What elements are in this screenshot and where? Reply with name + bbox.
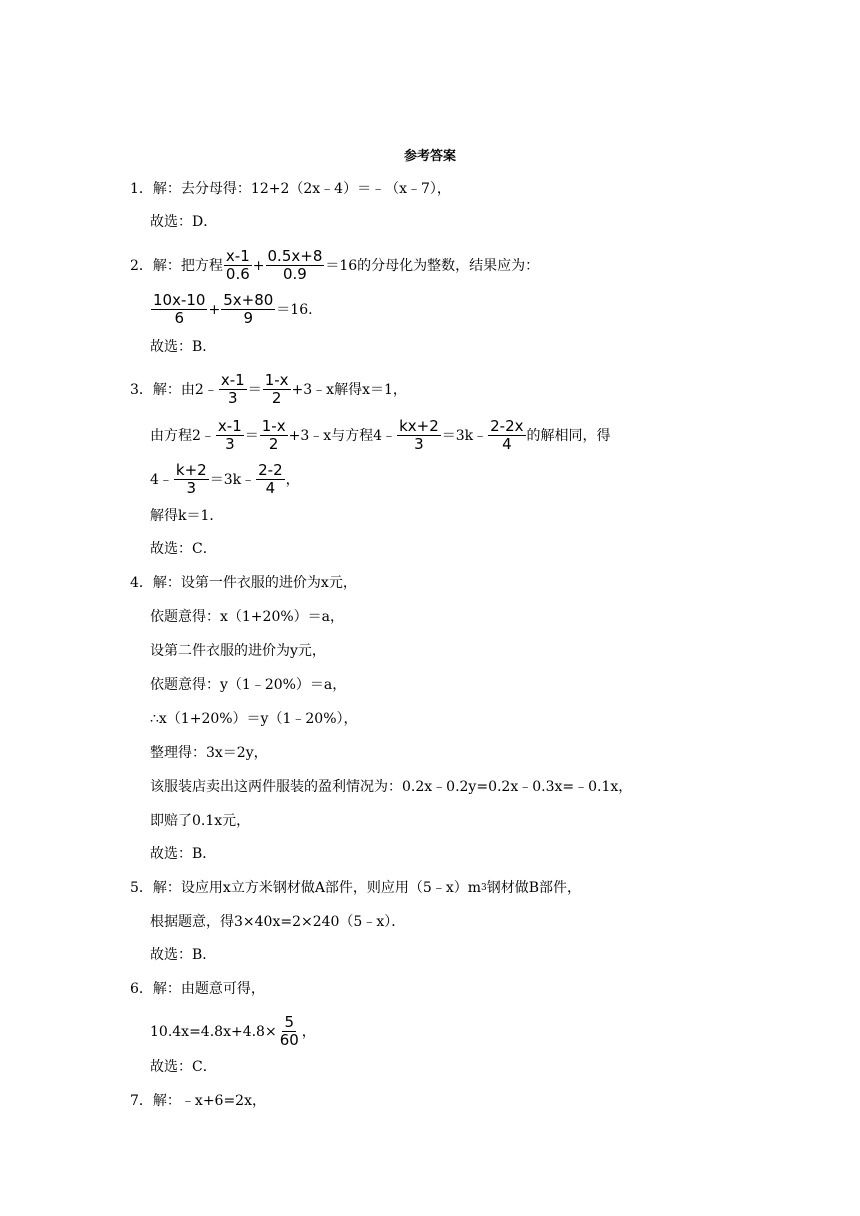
q4-line8: 即赔了0.1x元，	[150, 813, 251, 829]
q4-line1: 4． 解：设第一件衣服的进价为x元，	[130, 575, 357, 591]
fraction: $\frac{5}{60}$	[279, 1013, 299, 1049]
fraction: $\frac{x-1}{3}$	[217, 417, 242, 453]
q5-answer: 故选：B．	[150, 947, 217, 963]
q4-line7: 该服装店卖出这两件服装的盈利情况为：0.2x﹣0.2y=0.2x﹣0.3x=﹣0.1x，	[150, 779, 633, 795]
q5-line2: 根据题意，得3×40x=2×240（5﹣x）．	[150, 914, 406, 930]
fraction: $\frac{x-1}{3}$	[220, 371, 245, 407]
q6-line1: 6． 解：由题意可得，	[130, 981, 265, 997]
q3-line1: 3． 解：由2﹣ $\frac{x-1}{3}$ ＝ $\frac{1-x}{2}$ +3﹣x解得x＝1，	[130, 371, 407, 407]
q5-line1: 5． 解：设应用x立方米钢材做A部件，则应用（5﹣x）m 3 钢材做B部件，	[130, 880, 582, 896]
q3-line2: 由方程2﹣ $\frac{x-1}{3}$ ＝ $\frac{1-x}{2}$ +3﹣x与方程4﹣ $\frac{kx+2}{3}$ ＝3k﹣ $\frac{2-2x}{4}$ 的解相同，得	[150, 417, 611, 453]
q4-line4: 依题意得：y（1﹣20%）＝a，	[150, 677, 347, 693]
q4-line2: 依题意得：x（1+20%）＝a，	[150, 609, 344, 625]
fraction: $\frac{1-x}{2}$	[264, 371, 289, 407]
fraction: $\frac{0.5x+8}{0.9}$	[267, 247, 323, 283]
q6-answer: 故选：C．	[150, 1059, 217, 1075]
q4-line5: ∴x（1+20%）＝y（1﹣20%），	[150, 711, 358, 727]
q4-answer: 故选：B．	[150, 846, 217, 862]
q4-line3: 设第二件衣服的进价为y元，	[150, 643, 326, 659]
fraction: $\frac{10x-10}{6}$	[153, 291, 206, 327]
q1-line1: 1． 解：去分母得：12+2（2x﹣4）＝﹣（x﹣7），	[130, 181, 451, 197]
fraction: $\frac{5x+80}{9}$	[223, 291, 274, 327]
q7-line1: 7． 解：﹣x+6=2x，	[130, 1093, 266, 1109]
q3-line4: 解得k＝1．	[150, 508, 224, 524]
fraction: $\frac{1-x}{2}$	[261, 417, 286, 453]
fraction: $\frac{x-1}{0.6}$	[225, 247, 250, 283]
q2-answer: 故选：B．	[150, 339, 217, 355]
q2-line1: 2． 解：把方程 $\frac{x-1}{0.6}$ + $\frac{0.5x+8}{0.9}$ ＝16的分母化为整数，结果应为：	[130, 247, 540, 283]
q3-answer: 故选：C．	[150, 541, 217, 557]
q4-line6: 整理得：3x＝2y，	[150, 745, 268, 761]
fraction: $\frac{k+2}{3}$	[175, 461, 207, 497]
fraction: $\frac{2-2x}{4}$	[490, 417, 524, 453]
fraction: $\frac{2-2}{4}$	[258, 461, 283, 497]
q2-line2: $\frac{10x-10}{6}$ + $\frac{5x+80}{9}$ ＝16.	[153, 291, 313, 327]
page-title: 参考答案	[403, 149, 456, 164]
q3-line3: 4﹣ $\frac{k+2}{3}$ ＝3k﹣ $\frac{2-2}{4}$ ，	[150, 461, 300, 497]
q1-answer: 故选：D．	[150, 214, 218, 230]
fraction: $\frac{kx+2}{3}$	[399, 417, 439, 453]
q6-line2: 10.4x=4.8x+4.8× $\frac{5}{60}$ ，	[150, 1013, 316, 1049]
